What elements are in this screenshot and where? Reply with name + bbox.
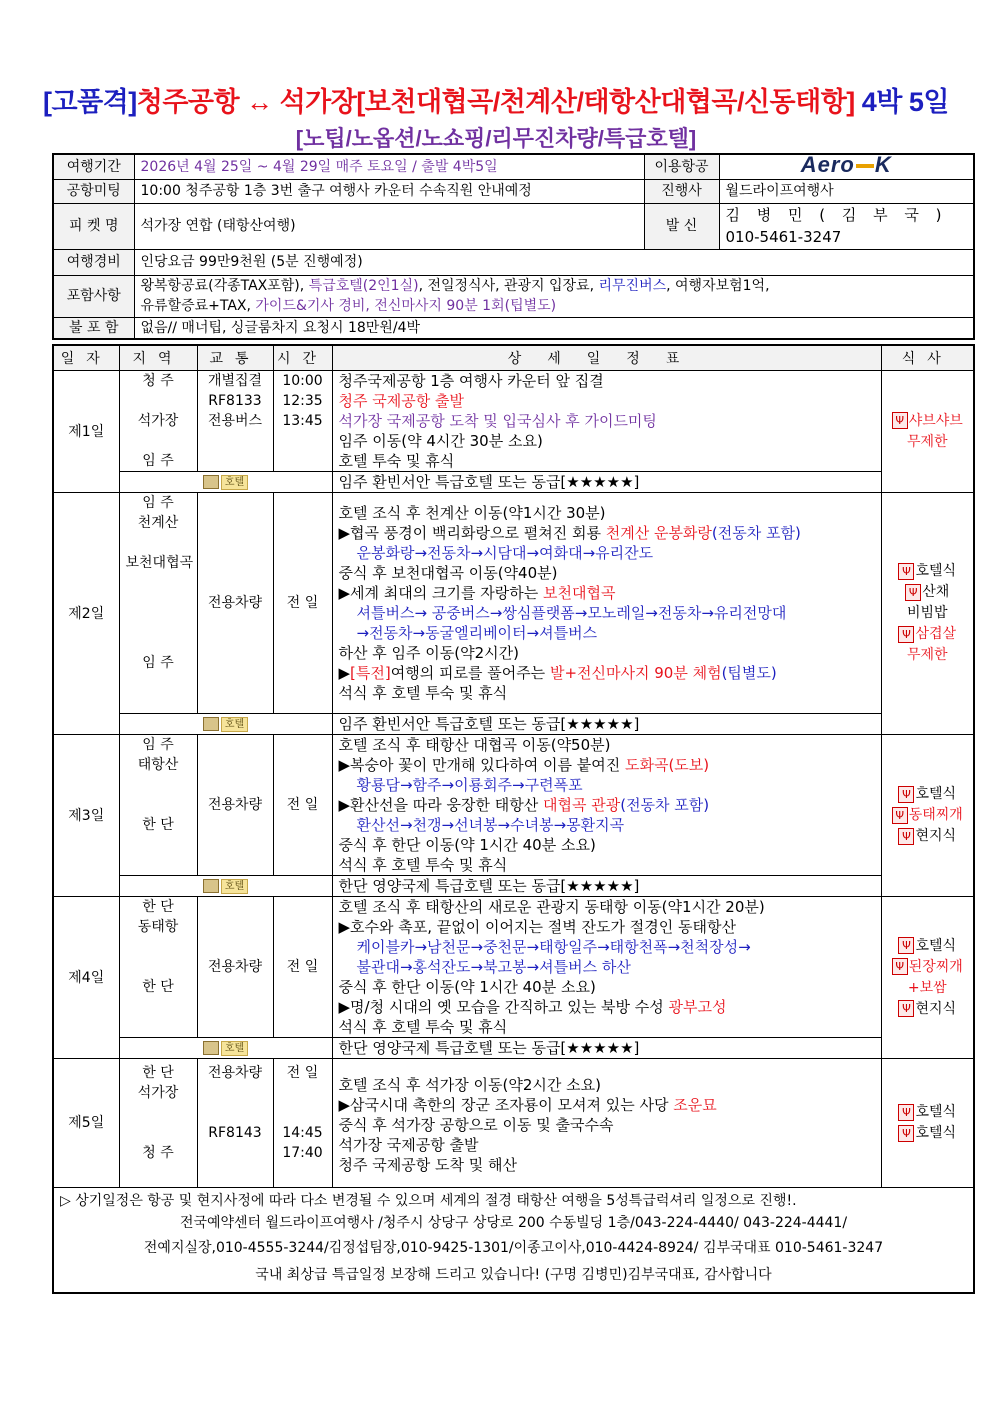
day-times: 전 일	[273, 493, 332, 714]
day-times: 전 일	[273, 897, 332, 1038]
title-route: 청주공항 ↔ 석가장	[136, 87, 357, 117]
meal: +보쌈	[907, 979, 947, 996]
info-table	[52, 153, 975, 340]
aerok-logo-icon: Aero K	[800, 154, 892, 178]
place	[126, 431, 191, 451]
day-meals	[881, 735, 974, 897]
hotel-row	[53, 876, 974, 897]
meal-icon: Ψ	[898, 1000, 914, 1017]
airline-label: 이용항공	[644, 154, 719, 179]
detail-line: 호텔 투숙 및 휴식	[338, 452, 455, 470]
day-row	[53, 493, 974, 714]
day-detail	[332, 897, 881, 1038]
detail-line: 중식 후 한단 이동(약 1시간 40분 소요)	[338, 836, 596, 854]
place: 보천대협곡	[125, 555, 194, 571]
incl-text: 유류할증료+TAX,	[140, 298, 256, 314]
detail-line: 호텔 조식 후 태항산의 새로운 관광지 동태항 이동(약1시간 20분)	[338, 898, 765, 916]
header-place: 지역	[119, 345, 197, 371]
day-detail	[332, 493, 881, 714]
day-label: 제4일	[53, 897, 119, 1059]
airline-logo	[719, 154, 974, 179]
time: 전 일	[286, 1065, 319, 1081]
header-detail: 상세일정표	[332, 345, 881, 371]
meal: 동태찌개	[908, 807, 963, 823]
place: 한 단	[142, 817, 174, 833]
hotel-name: 한단 영양국제 특급호텔 또는 동급[★★★★★]	[332, 1038, 881, 1059]
footer-row	[53, 1188, 974, 1294]
incl-text: , 전일정식사, 관광지 입장료,	[418, 278, 599, 294]
detail-line: 석가장 국제공항 도착 및 입국심사 후 가이드미팅	[338, 412, 657, 430]
day-times: 전 일	[273, 735, 332, 876]
place: 석가장	[137, 413, 179, 429]
meal-icon: Ψ	[898, 828, 914, 845]
hotel-icon	[203, 879, 219, 893]
hotel-row	[53, 714, 974, 735]
place: 동태항	[137, 919, 179, 935]
meal-icon: Ψ	[892, 807, 908, 824]
day-label: 제5일	[53, 1059, 119, 1188]
day-places	[119, 1059, 197, 1188]
hotel-tag: 호텔	[221, 475, 248, 490]
footer-contact1: 전국예약센터 월드라이프여행사 /청주시 상당구 상당로 200 수동빌딩 1층/043-224-4440/ 043-224-4441/	[179, 1215, 848, 1231]
incl-text: 왕복항공료(각종TAX포함),	[140, 278, 309, 294]
place: 한 단	[142, 1065, 174, 1081]
hotel-tag-cell	[119, 876, 332, 897]
day-row	[53, 897, 974, 1038]
operator-label: 진행사	[644, 179, 719, 203]
meal: 호텔식	[915, 937, 957, 954]
detail-line: 호텔 조식 후 천계산 이동(약1시간 30분)	[338, 504, 606, 522]
place: 임 주	[142, 495, 174, 511]
day-transport	[197, 371, 273, 472]
hotel-icon	[203, 475, 219, 489]
detail-line: 케이블카→남천문→중천문→태항일주→태항천폭→천척장성→	[356, 938, 751, 956]
detail-line: 불관대→홍석잔도→북고봉→셔틀버스 하산	[356, 958, 631, 976]
ticket-value: 석가장 연합 (태항산여행)	[134, 203, 644, 249]
detail-line: ▶명/청 시대의 옛 모습을 간직하고 있는 북방 수성 광부고성	[338, 998, 727, 1016]
detail-line: →전동차→동굴엘리베이터→셔틀버스	[356, 624, 598, 642]
transport: RF8143	[208, 1125, 262, 1141]
hotel-icon	[203, 1041, 219, 1055]
transport: RF8133	[208, 393, 262, 409]
hotel-name: 임주 환빈서안 특급호텔 또는 동급[★★★★★]	[332, 714, 881, 735]
detail-line: 셔틀버스→ 공중버스→쌍심플랫폼→모노레일→전동차→유리전망대	[356, 604, 787, 622]
place: 청 주	[142, 373, 174, 389]
detail-line: ▶환산선을 따라 웅장한 태항산 대협곡 관광(전동차 포함)	[338, 796, 710, 814]
place: 한 단	[142, 979, 174, 995]
meal: 비빔밥	[906, 605, 948, 621]
place: 임 주	[142, 655, 174, 671]
day-label: 제1일	[53, 371, 119, 493]
day-transport	[197, 1059, 273, 1188]
detail-line: 청주 국제공항 도착 및 해산	[338, 1156, 517, 1174]
title-duration: 4박 5일	[854, 87, 949, 117]
hotel-tag-cell	[119, 1038, 332, 1059]
hotel-name: 한단 영양국제 특급호텔 또는 동급[★★★★★]	[332, 876, 881, 897]
meal-icon: Ψ	[898, 1104, 914, 1121]
footer-notice: ▷ 상기일정은 항공 및 현지사정에 따라 다소 변경될 수 있으며 세계의 절경 태항산 여행을 5성특급럭셔리 일정으로 진행!.	[60, 1193, 797, 1209]
incl-text: , 여행자보험1억,	[666, 278, 770, 294]
detail-line: 석식 후 호텔 투숙 및 휴식	[338, 1018, 508, 1036]
meal: 무제한	[906, 433, 948, 450]
hotel-tag-cell	[119, 472, 332, 493]
detail-line: 석식 후 호텔 투숙 및 휴식	[338, 856, 508, 874]
detail-line: 하산 후 임주 이동(약2시간)	[338, 644, 519, 662]
meal: 호텔식	[915, 563, 957, 579]
day-row	[53, 371, 974, 472]
hotel-icon	[203, 717, 219, 731]
detail-line: 환산선→천갱→선녀봉→수녀봉→몽환지곡	[356, 816, 625, 834]
footer-closing: 국내 최상급 특급일정 보장해 드리고 있습니다! (구명 김병민)김부국대표, 감사합니다	[255, 1267, 772, 1283]
day-meals	[881, 371, 974, 493]
meal: 삼겹살	[915, 626, 957, 642]
meal-icon: Ψ	[892, 412, 908, 429]
cost-label: 여행경비	[53, 249, 134, 275]
place: 천계산	[137, 515, 179, 531]
day-places	[119, 735, 197, 876]
meal-icon: Ψ	[898, 626, 914, 643]
detail-line: 운봉화랑→전동차→시담대→여화대→유리잔도	[356, 544, 654, 562]
detail-line: 황룡담→함주→이룡회주→구련폭포	[356, 776, 583, 794]
day-meals	[881, 897, 974, 1059]
meal: 현지식	[915, 1000, 957, 1017]
meeting-label: 공항미팅	[53, 179, 134, 203]
title-places: [보천대협곡/천계산/태항산대협곡/신동태항]	[356, 87, 855, 117]
meal: 샤브샤브	[908, 412, 963, 429]
day-detail	[332, 371, 881, 472]
meal-icon: Ψ	[898, 563, 914, 580]
day-transport: 전용차량	[197, 735, 273, 876]
detail-line: 청주국제공항 1층 여행사 카운터 앞 집결	[338, 372, 604, 390]
place: 임 주	[142, 453, 174, 469]
meal: 산채	[922, 584, 950, 600]
meal-icon: Ψ	[905, 584, 921, 601]
detail-line: 호텔 조식 후 태항산 대협곡 이동(약50분)	[338, 736, 611, 754]
detail-line: 임주 이동(약 4시간 30분 소요)	[338, 432, 543, 450]
footer-contact2: 전예지실장,010-4555-3244/김정섭팀장,010-9425-1301/이종고이사,010-4424-8924/ 김부국대표 010-5461-3247	[143, 1240, 884, 1256]
day-places	[119, 493, 197, 714]
header-meal: 식사	[881, 345, 974, 371]
day-detail	[332, 735, 881, 876]
detail-line: 호텔 조식 후 석가장 이동(약2시간 소요)	[338, 1076, 601, 1094]
day-times	[273, 371, 332, 472]
day-places	[119, 897, 197, 1038]
meal: 호텔식	[915, 1125, 957, 1141]
meeting-value: 10:00 청주공항 1층 3번 출구 여행사 카운터 수속직원 안내예정	[134, 179, 644, 203]
ticket-label: 피 켓 명	[53, 203, 134, 249]
excl-value: 없음// 매너팁, 싱글룸차지 요청시 18만원/4박	[134, 317, 974, 339]
time: 13:45	[282, 413, 323, 429]
detail-line: 중식 후 석가장 공항으로 이동 및 출국수속	[338, 1116, 614, 1134]
day-times	[273, 1059, 332, 1188]
meal: 호텔식	[915, 1104, 957, 1120]
header-transport: 교통	[197, 345, 273, 371]
detail-line: ▶협곡 풍경이 백리화랑으로 펼쳐진 회룡 천계산 운봉화랑(전동차 포함)	[338, 524, 801, 542]
detail-line: ▶삼국시대 촉한의 장군 조자룡이 모셔져 있는 사당 조운묘	[338, 1096, 717, 1114]
sender-name: 김 병 민 ( 김 부 국 )	[725, 206, 948, 224]
incl-value	[134, 275, 974, 317]
place: 청 주	[142, 1145, 174, 1161]
place: 석가장	[137, 1085, 179, 1101]
sender-label: 발 신	[644, 203, 719, 249]
cost-value: 인당요금 99만9천원 (5분 진행예정)	[134, 249, 974, 275]
transport: 개별집결	[207, 373, 263, 389]
place: 한 단	[142, 899, 174, 915]
day-row	[53, 735, 974, 876]
detail-line: ▶복숭아 꽃이 만개해 있다하여 이름 붙여진 도화곡(도보)	[338, 756, 710, 774]
time: 14:45	[282, 1125, 323, 1141]
incl-limo: 리무진버스	[598, 278, 667, 294]
detail-line: 청주 국제공항 출발	[338, 392, 464, 410]
meal: 무제한	[906, 647, 948, 663]
operator-value: 월드라이프여행사	[719, 179, 974, 203]
detail-line: 석가장 국제공항 출발	[338, 1136, 479, 1154]
detail-line: ▶호수와 촉포, 끝없이 이어지는 절벽 잔도가 절경인 동태항산	[338, 918, 736, 936]
period-value: 2026년 4월 25일 ~ 4월 29일 매주 토요일 / 출발 4박5일	[134, 154, 644, 179]
incl-label: 포함사항	[53, 275, 134, 317]
hotel-name: 임주 환빈서안 특급호텔 또는 동급[★★★★★]	[332, 472, 881, 493]
incl-hotel: 특급호텔(2인1실)	[308, 278, 419, 294]
detail-line: 석식 후 호텔 투숙 및 휴식	[338, 684, 508, 702]
meal: 현지식	[915, 828, 957, 844]
place: 임 주	[142, 737, 174, 753]
hotel-tag: 호텔	[221, 1041, 248, 1056]
period-label: 여행기간	[53, 154, 134, 179]
time: 17:40	[282, 1145, 323, 1161]
hotel-tag: 호텔	[221, 717, 248, 732]
detail-line: ▶[특전]여행의 피로를 풀어주는 발+전신마사지 90분 체험(팁별도)	[338, 664, 777, 682]
header-time: 시간	[273, 345, 332, 371]
footer	[53, 1188, 974, 1294]
hotel-tag-cell	[119, 714, 332, 735]
time: 12:35	[282, 393, 323, 409]
schedule-table	[52, 344, 975, 1294]
meal: 호텔식	[915, 786, 957, 802]
place: 태항산	[137, 757, 179, 773]
transport: 전용버스	[207, 413, 263, 429]
detail-line: 중식 후 한단 이동(약 1시간 40분 소요)	[338, 978, 596, 996]
day-label: 제3일	[53, 735, 119, 897]
detail-line: ▶세계 최대의 크기를 자랑하는 보천대협곡	[338, 584, 616, 602]
day-meals	[881, 493, 974, 735]
meal-icon: Ψ	[898, 937, 914, 954]
hotel-tag: 호텔	[221, 879, 248, 894]
hotel-row	[53, 1038, 974, 1059]
meal-icon: Ψ	[898, 786, 914, 803]
time: 10:00	[282, 373, 323, 389]
excl-label: 불 포 함	[53, 317, 134, 339]
sender-cell	[719, 203, 974, 249]
transport: 전용차량	[207, 1065, 263, 1081]
sender-phone: 010-5461-3247	[725, 228, 842, 246]
day-label: 제2일	[53, 493, 119, 735]
place	[126, 391, 191, 411]
incl-guide: 가이드&기사 경비, 전신마사지 90분 1회(팁별도)	[255, 298, 557, 314]
meal: 된장찌개	[908, 958, 963, 975]
title-prefix: [고품격]	[43, 87, 137, 117]
hotel-row	[53, 472, 974, 493]
meal-icon: Ψ	[892, 958, 908, 975]
day-meals	[881, 1059, 974, 1188]
meal-icon: Ψ	[898, 1125, 914, 1142]
main-title	[0, 80, 992, 119]
detail-line: 중식 후 보천대협곡 이동(약40분)	[338, 564, 558, 582]
header-day: 일자	[53, 345, 119, 371]
day-detail	[332, 1059, 881, 1188]
day-transport: 전용차량	[197, 897, 273, 1038]
day-places	[119, 371, 197, 472]
day-row	[53, 1059, 974, 1188]
day-transport: 전용차량	[197, 493, 273, 714]
subtitle: [노팁/노옵션/노쇼핑/리무진차량/특급호텔]	[295, 126, 697, 151]
